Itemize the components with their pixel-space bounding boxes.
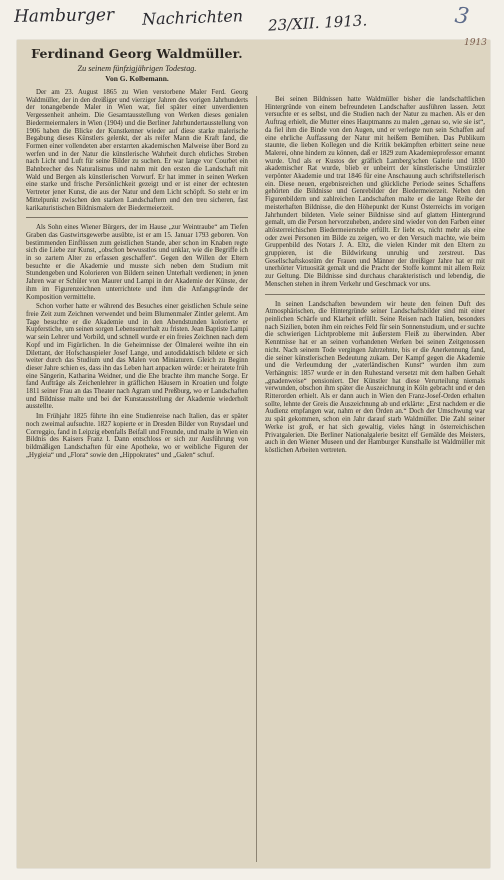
column-divider xyxy=(256,96,257,862)
left-column xyxy=(26,46,248,862)
section-divider xyxy=(26,217,248,218)
paragraph: In seinen Landschaften bewundern wir heute den feinen Duft des Atmosphärischen, die Hintergründe seiner Landschaftsbilder sind mit einer peinlichen Schärfe und Klarheit erfüllt. Seine Reisen nach Italien, besonders nach Sizilien, boten ihm ein reiches Feld für sein Sonnenstudium, und er suchte die schwierigen Lichtprobleme mit äußerstem Fleiß zu überwinden. Aber Kenntnisse hat er an seinen vorhandenen Werken bei seinen Zeitgenossen nicht. Nach seinem Tode vergingen Jahrzehnte, bis er die Anerkennung fand, die seiner künstlerischen Bedeutung zukam. Der Kampf gegen die Akademie und die Verleumdung der „vaterländischen Kunst“ wurden ihm zum Verhängnis: 1857 wurde er in den Ruhestand versetzt mit dem halben Gehalt „gnadenweise“ pensioniert. Der Künstler hat diese Verurteilung niemals verwunden, obschon ihm später die Auszeichnung in Köln gebracht und er den Ritterorden erhielt. Als er dann auch in Wien den Franz-Josef-Orden erhalten sollte, lehnte der Greis die Auszeichnung ab und erklärte: „Erst nachdem er die Audienz empfangen war, nahm er den Orden an.“ Doch der Umschwung war zu spät gekommen, schon ein Jahr darauf starb Waldmüller. Die Zahl seiner Werke ist groß, er hat sich gewaltig, vieles hängt in österreichischen Privatgalerien. Die Berliner Nationalgalerie besitzt elf Gemälde des Meisters, auch in den Wiener Museen und der Hamburger Kunsthalle ist Waldmüller mit köstlichen Arbeiten vertreten. xyxy=(265,300,485,454)
paragraph: Schon vorher hatte er während des Besuches einer geistlichen Schule seine freie Zeit zum Zeichnen verwendet und beim Blumenmaler Zintler gelernt. Am Tage besuchte er die Akademie und in den Abendstunden kolorierte er Kupferstiche, um seinen sorgen Lebensunterhalt zu fristen. Jean Baptiste Lampi war sein Lehrer und Vorbild, und schnell wurde er ein freies Zeichnen nach dem Kopf und im Figürlichen. In die Geheimnisse der Ölmalerei weihte ihn ein Dilettant, der Hofschauspieler Josef Lange, und autodidaktisch bildete er sich weiter durch das Studium und das Malen von Miniaturen. Gleich zu Beginn dieser Jahre schien es, dass ihn das Leben hart anpacken würde: er heiratete früh eine Sängerin, Katharina Weidner, und die Ehe brachte ihm manche Sorge. Er fand Aufträge als Zeichenlehrer in gräflichen Häusern in Kroatien und folgte 1811 seiner Frau an das Theater nach Agram und Preßburg, wo er Landschaften und Bildnisse malte und bei der Kunstausstellung der Akademie wiederholt ausstellte. xyxy=(26,303,248,411)
article-byline: Von G. Kolbemann. xyxy=(105,74,169,83)
right-column xyxy=(265,96,485,862)
section-divider xyxy=(265,294,485,295)
handwritten-city: Hamburger xyxy=(13,5,115,27)
newspaper-clipping xyxy=(17,40,490,868)
year-stamp: 1913 xyxy=(464,38,487,48)
archive-number: 3 xyxy=(453,3,471,30)
handwritten-date: 23/XII. 1913. xyxy=(267,11,368,35)
paragraph: Im Frühjahr 1825 führte ihn eine Studienreise nach Italien, das er später noch zweimal aufsuchte. 1827 kopierte er in Dresden Bilder von Ruysdael und Correggio, fand in Leipzig ebenfalls Beifall und Freunde, und malte in Wien ein Bildnis des Kaisers Franz I. Dann entschloss er sich zur Ausführung von bildmäßigen Landschaften für eine Apotheke, wo er weibliche Figuren der „Hygieia“ und „Flora“ sowie den „Hippokrates“ und „Galen“ schuf. xyxy=(26,413,248,459)
paragraph: Der am 23. August 1865 zu Wien verstorbene Maler Ferd. Georg Waldmüller, der in den dreißiger und vierziger Jahren des vorigen Jahrhunderts der tonangebende Maler in Wien war, fiel später einer unverdienten Vergessenheit anheim. Die Gesamtausstellung von Werken dieses genialen Biedermeiermalers in Wien (1904) und die Berliner Jahrhundertausstellung von 1906 haben die Blicke der Kunstkenner wieder auf diese starke malerische Begabung dieses Künstlers gelenkt, der als reifer Mann die Kraft fand, die Formen einer vollendeten aber erstarrten akademischen Malweise über Bord zu werfen und in der Natur die künstlerische Wahrheit durch ehrliches Streben nach Licht und Luft für seine Bilder zu suchen. Er war lange vor Courbet ein Bahnbrecher des Naturalismus und nahm mit den ersten die Landschaft mit Wald und Bergen als künstlerischen Vorwurf. Er hat immer in seinen Werken eine starke und frische Persönlichkeit gezeigt und er ist einer der echtesten Vertreter jener Kunst, die aus der Natur und dem Licht schöpft. So steht er im Mittelpunkt zwischen den starken Landschaftern und den treu sicheren, fast karikaturistischen Bildnismalern der Biedermeierzeit. xyxy=(26,89,248,212)
handwritten-paper-name: Nachrichten xyxy=(141,6,244,29)
paragraph: Als Sohn eines Wiener Bürgers, der im Hause „zur Weintraube“ am Tiefen Graben das Gastwirtsgewerbe ausübte, ist er am 15. Januar 1793 geboren. Von bestimmenden Einflüssen zum geistlichen Stande, aber schon im Knaben regte sich die Liebe zur Kunst, „obschon bewusstlos und unklar, wie die Begriffe ich in so zartem Alter zu erfassen geschaffen“. Gegen den Willen der Eltern besuchte er die Akademie und musste sich neben dem Studium mit Stundengeben und Kolorieren von Bildern seinen Unterhalt verdienen; in jenen Jahren war er Schüler von Maurer und Lampi in der Akademie der Künste, der ihm im Figurenzeichnen unterrichtete und ihm die Anfangsgründe der Komposition vermittelte. xyxy=(26,224,248,301)
article-title: Ferdinand Georg Waldmüller. xyxy=(31,46,243,61)
article-subtitle: Zu seinem fünfzigjährigen Todestag. xyxy=(77,64,197,73)
paragraph: Bei seinen Bildnissen hatte Waldmüller bisher die landschaftlichen Hintergründe von einem befreundeten Landschafter ausführen lassen. Jetzt versuchte er es selbst, und die Studien nach der Natur zu machen. Als er den Auftrag erhielt, die Mutter eines Hauptmanns zu malen „genau so, wie sie ist“, da fiel ihm die Binde von den Augen, und er verlegte nun sein Schaffen auf eine ehrliche Auffassung der Natur mit heißem Bemühen. Das Publikum staunte, die lieben Kollegen und die Kritik bekämpften erbittert seine neue Malerei, ohne hindern zu können, daß er 1829 zum Akademieprofessor ernannt wurde. Und als er Kustos der gräflich Lamberg'schen Galerie und 1830 akademischer Rat wurde, blieb er unbeirrt der künstlerische Umstürzler verpönter Akademie und trat 1846 für eine Anschauung auch schriftstellerisch ein. Diese neuen, ergebnisreichen und glückliche Periode seines Schaffens gehörten die Bildnisse und Genrebilder der Biedermeierzeit. Neben den Figurenbildern und zahlreichen Landschaften malte er die lange Reihe der meisterhaften Bildnisse, die den Höhepunkt der Kunst Österreichs im vorigen Jahrhundert bildeten. Viele seiner Bildnisse sind auf glattem Hintergrund gemalt, um die Person hervorzuheben, andere sind wieder von den Farben einer altösterreichischen Biedermeierstube erfüllt. Er liebt es, nicht mehr als eine oder zwei Personen im Bilde zu zeigen, wo er den Versuch machte, wie beim Gruppenbild des Notars J. A. Eltz, die vielen Kinder mit den Eltern zu gruppieren, ist die Bildwirkung unruhig und zerstreut. Das Gesellschaftskostüm der Frauen und Männer der dreißiger Jahre hat er mit unerhörter Virtuosität gemalt und die Pracht der Stoffe kommt mit allem Reiz zur Geltung. Die Bildnisse sind durchaus charakteristisch und lebendig, die Menschen stehen in ihrem Verkehr und Geschmack vor uns. xyxy=(265,96,485,288)
